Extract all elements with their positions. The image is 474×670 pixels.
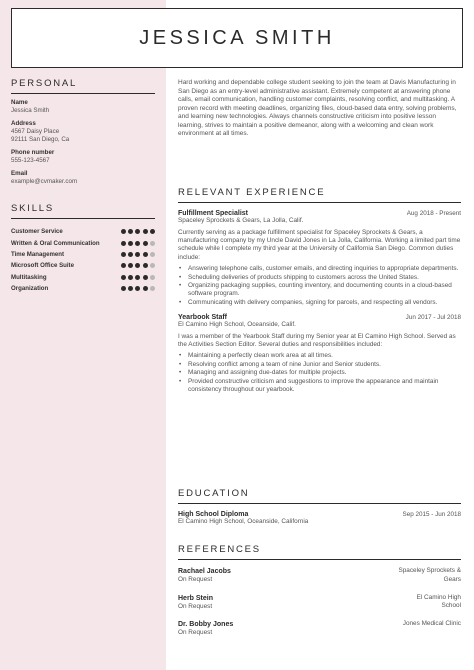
- reference-contact: On Request: [178, 576, 213, 583]
- rating-dot-filled: [121, 252, 126, 257]
- job-description: I was a member of the Yearbook Staff during my Senior year at El Camino High School. Served as the Activities Section Editor. Several duties and responsibilities included:: [178, 332, 456, 349]
- rating-dot-filled: [135, 263, 140, 268]
- reference-entry: [178, 620, 461, 638]
- rating-dot-filled: [121, 263, 126, 268]
- rating-dot-empty: [150, 286, 155, 291]
- email-value[interactable]: example@cvmaker.com: [11, 178, 78, 185]
- rating-dot-empty: [150, 252, 155, 257]
- phone-label: Phone number: [11, 149, 55, 156]
- experience-section: [178, 187, 461, 395]
- candidate-name: JESSICA SMITH: [139, 26, 335, 49]
- rating-dot-filled: [135, 275, 140, 280]
- rating-dot-filled: [121, 275, 126, 280]
- rating-dot-filled: [150, 229, 155, 234]
- job-bullets: [178, 352, 461, 394]
- list-item: • Scheduling deliveries of products shipping to customers across the United States.: [178, 274, 461, 282]
- school-name: El Camino High School, Oceanside, California: [178, 518, 309, 525]
- degree-title: High School Diploma: [178, 511, 249, 518]
- skill-list: [11, 226, 155, 294]
- rating-dot-filled: [143, 252, 148, 257]
- job-bullets: [178, 265, 461, 307]
- rating-dot-filled: [121, 229, 126, 234]
- skill-name: Multitasking: [11, 273, 47, 281]
- list-item: • Resolving conflict among a team of nine Junior and Senior students.: [178, 361, 461, 369]
- reference-name: Herb Stein: [178, 594, 214, 602]
- skill-rating: [121, 275, 155, 280]
- address-line-1: 4567 Daisy Place: [11, 128, 60, 135]
- skill-row: [11, 237, 155, 248]
- job-title: Yearbook Staff: [178, 314, 228, 322]
- name-header: [11, 8, 463, 68]
- personal-rule: [11, 93, 155, 94]
- references-section: [178, 544, 461, 638]
- job-entry: [178, 210, 461, 307]
- rating-dot-filled: [128, 286, 133, 291]
- skill-row: [11, 272, 155, 283]
- rating-dot-filled: [121, 241, 126, 246]
- rating-dot-filled: [135, 286, 140, 291]
- education-entry: [178, 511, 461, 527]
- address-label: Address: [11, 120, 36, 127]
- reference-organization: Spaceley Sprockets &: [398, 567, 461, 574]
- reference-organization: El Camino High: [416, 593, 461, 601]
- reference-entry: [178, 567, 461, 585]
- skill-name: Microsoft Office Suite: [11, 262, 74, 270]
- references-rule: [178, 559, 461, 560]
- rating-dot-filled: [143, 275, 148, 280]
- experience-heading: RELEVANT EXPERIENCE: [178, 187, 326, 198]
- list-item: • Answering telephone calls, customer emails, and directing inquiries to appropriate departments.: [178, 265, 461, 273]
- job-title: Fulfillment Specialist: [178, 210, 249, 217]
- rating-dot-filled: [135, 241, 140, 246]
- skill-rating: [121, 241, 155, 246]
- reference-organization: Jones Medical Clinic: [402, 620, 461, 627]
- reference-contact: On Request: [178, 602, 213, 610]
- address-line-2: 92111 San Diego, Ca: [11, 136, 70, 143]
- references-heading: REFERENCES: [178, 544, 261, 555]
- experience-rule: [178, 202, 461, 203]
- rating-dot-filled: [143, 263, 148, 268]
- skills-heading: SKILLS: [11, 203, 55, 214]
- skills-rule: [11, 218, 155, 219]
- skill-name: Organization: [11, 285, 49, 293]
- list-item: • Provided constructive criticism and suggestions to improve the appearance and maintain consistency throughout our yearbook.: [178, 378, 461, 395]
- name-label: Name: [11, 99, 28, 106]
- personal-heading: PERSONAL: [11, 78, 78, 89]
- education-date: Sep 2015 - Jun 2018: [402, 511, 461, 518]
- education-section: [178, 488, 461, 527]
- reference-entry: [178, 594, 461, 612]
- rating-dot-filled: [128, 263, 133, 268]
- job-description: Currently serving as a package fulfillment specialist for Spaceley Sprockets & Gears, a manufacturing company by my Uncle David Jones in La Jolla, California. Working a limited part time schedule while I complete my third year at the University of California San Diego. Common duties include:: [178, 228, 461, 261]
- rating-dot-empty: [150, 241, 155, 246]
- rating-dot-filled: [143, 229, 148, 234]
- reference-organization: Gears: [443, 575, 461, 583]
- skill-rating: [121, 252, 155, 257]
- skill-name: Time Management: [11, 250, 65, 258]
- job-date: Jun 2017 - Jul 2018: [405, 314, 461, 322]
- list-item: • Communicating with delivery companies, signing for parcels, and respecting all vendors.: [178, 299, 461, 307]
- list-item: • Managing and assigning due-dates for multiple projects.: [178, 369, 461, 377]
- rating-dot-filled: [128, 252, 133, 257]
- skill-name: Written & Oral Communication: [11, 239, 100, 247]
- list-item: • Organizing packaging supplies, counting inventory, and documenting counts in a cloud-based software program.: [178, 282, 461, 299]
- reference-contact: On Request: [178, 629, 213, 636]
- reference-name: Rachael Jacobs: [178, 568, 231, 575]
- rating-dot-filled: [135, 252, 140, 257]
- skill-row: [11, 260, 155, 271]
- skill-name: Customer Service: [11, 228, 63, 236]
- job-company: Spaceley Sprockets & Gears, La Jolla, Calif.: [178, 217, 304, 224]
- rating-dot-filled: [128, 275, 133, 280]
- skill-row: [11, 249, 155, 260]
- job-date: Aug 2018 - Present: [406, 210, 461, 217]
- rating-dot-empty: [150, 263, 155, 268]
- rating-dot-filled: [128, 241, 133, 246]
- rating-dot-filled: [143, 286, 148, 291]
- list-item: • Maintaining a perfectly clean work area at all times.: [178, 352, 461, 360]
- rating-dot-filled: [121, 286, 126, 291]
- rating-dot-filled: [135, 229, 140, 234]
- skill-row: [11, 226, 155, 237]
- job-entry: [178, 314, 461, 394]
- reference-name: Dr. Bobby Jones: [178, 621, 234, 628]
- rating-dot-empty: [150, 275, 155, 280]
- summary-section: [178, 79, 461, 139]
- name-value: Jessica Smith: [11, 107, 50, 114]
- phone-value: 555-123-4567: [11, 157, 50, 164]
- personal-section: [11, 78, 155, 186]
- rating-dot-filled: [128, 229, 133, 234]
- education-heading: EDUCATION: [178, 488, 250, 499]
- email-label: Email: [11, 170, 28, 177]
- skill-rating: [121, 263, 155, 268]
- summary-text: Hard working and dependable college student seeking to join the team at Davis Manufacturing in San Diego as an entry-level administrative assistant. Extremely competent at answering phone calls, email communication, handling customer complaints, resolving conflict, and multitasking. A proven record with meeting deadlines, organizing files, cloud-based data entry, solving problems, and learning new technologies. Always channels constructive criticism into positive lesson learning, strives to maintain a positive demeanor, along with a welcoming and clean work environment at all times.: [178, 79, 457, 137]
- reference-organization: School: [441, 602, 461, 609]
- skill-rating: [121, 229, 155, 234]
- skill-rating: [121, 286, 155, 291]
- education-rule: [178, 503, 461, 504]
- skills-section: [11, 203, 155, 294]
- rating-dot-filled: [143, 241, 148, 246]
- skill-row: [11, 283, 155, 294]
- job-company: El Camino High School, Oceanside, Calif.: [178, 321, 296, 329]
